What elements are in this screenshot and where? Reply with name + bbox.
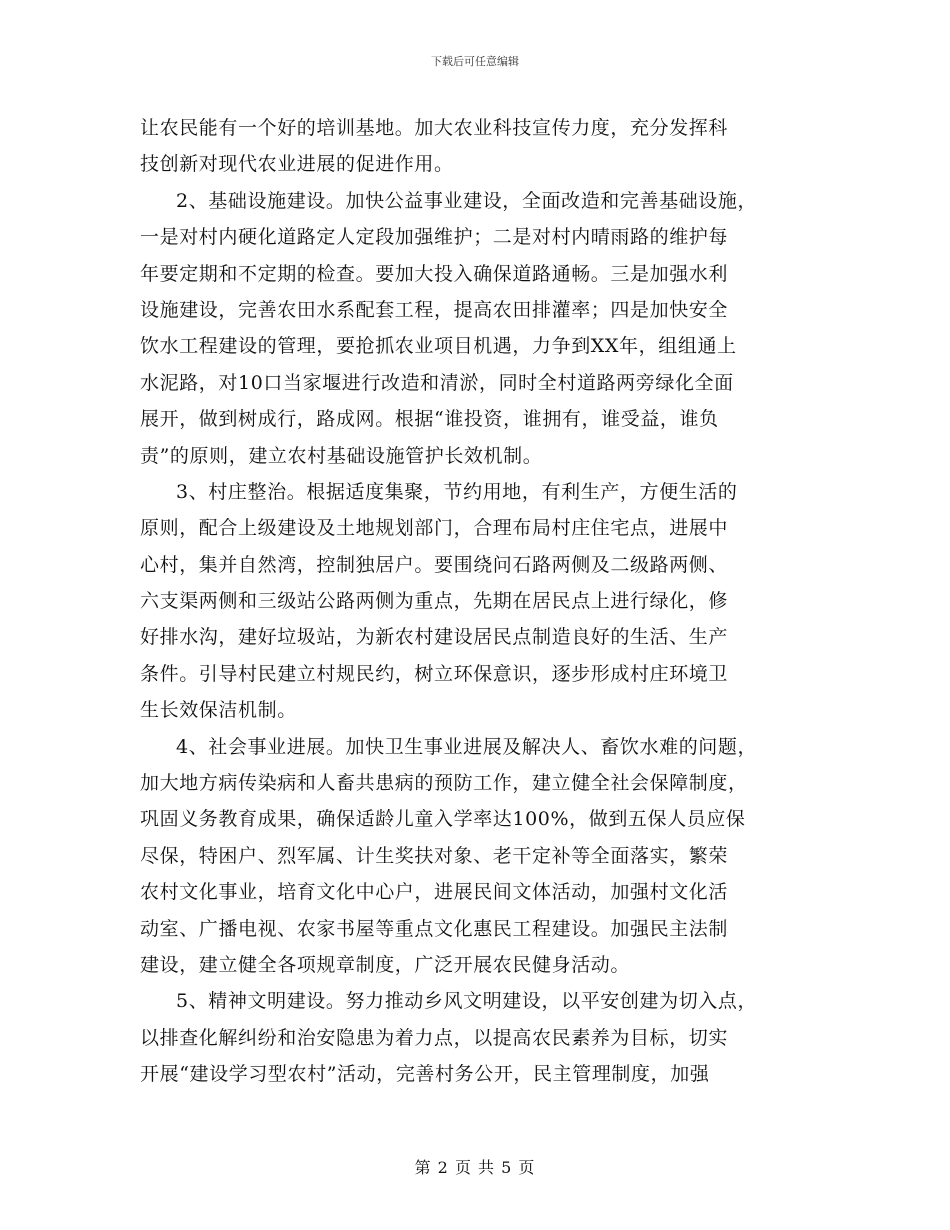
text-line: 一是对村内硬化道路定人定段加强维护；二是对村内晴雨路的维护每 bbox=[140, 226, 729, 249]
text-line: 以排查化解纠纷和治安隐患为着力点，以提高农民素养为目标，切实 bbox=[140, 1026, 729, 1049]
text-line: 原则，配合上级建设及土地规划部门，合理布局村庄住宅点，进展中 bbox=[140, 517, 729, 540]
text-line: 尽保，特困户、烈军属、计生奖扶对象、老干定补等全面落实，繁荣 bbox=[140, 844, 729, 867]
paragraph-first-line: 2、基础设施建设。加快公益事业建设，全面改造和完善基础设施， bbox=[176, 189, 758, 212]
text-line: 技创新对现代农业进展的促进作用。 bbox=[140, 153, 454, 176]
text-line: 责”的原则，建立农村基础设施管护长效机制。 bbox=[140, 444, 543, 467]
text-line: 水泥路，对10口当家堰进行改造和清淤，同时全村道路两旁绿化全面 bbox=[140, 371, 734, 394]
text-line: 生长效保洁机制。 bbox=[140, 699, 297, 722]
text-line: 建设，建立健全各项规章制度，广泛开展农民健身活动。 bbox=[140, 953, 631, 976]
text-line: 巩固义务教育成果，确保适龄儿童入学率达100%，做到五保人员应保 bbox=[140, 808, 746, 831]
page-header: 下载后可任意编辑 bbox=[431, 55, 519, 68]
text-line: 加大地方病传染病和人畜共患病的预防工作，建立健全社会保障制度， bbox=[140, 772, 748, 795]
paragraph-first-line: 5、精神文明建设。努力推动乡风文明建设，以平安创建为切入点， bbox=[176, 990, 758, 1013]
text-line: 展开，做到树成行，路成网。根据“谁投资，谁拥有，谁受益，谁负 bbox=[140, 408, 719, 431]
text-line: 好排水沟，建好垃圾站，为新农村建设居民点制造良好的生活、生产 bbox=[140, 626, 729, 649]
text-line: 年要定期和不定期的检查。要加大投入确保道路通畅。三是加强水利 bbox=[140, 262, 729, 285]
paragraph-first-line: 3、村庄整治。根据适度集聚，节约用地，有利生产，方便生活的 bbox=[176, 480, 738, 503]
text-line: 心村，集并自然湾，控制独居户。要围绕问石路两侧及二级路两侧、 bbox=[140, 553, 729, 576]
text-line: 饮水工程建设的管理，要抢抓农业项目机遇，力争到XX年，组组通上 bbox=[140, 335, 737, 358]
text-line: 设施建设，完善农田水系配套工程，提高农田排灌率；四是加快安全 bbox=[140, 298, 729, 321]
text-line: 让农民能有一个好的培训基地。加大农业科技宣传力度，充分发挥科 bbox=[140, 117, 729, 139]
text-line: 农村文化事业，培育文化中心户，进展民间文体活动，加强村文化活 bbox=[140, 881, 729, 904]
page-footer: 第 2 页 共 5 页 bbox=[414, 1158, 536, 1177]
text-line: 六支渠两侧和三级站公路两侧为重点，先期在居民点上进行绿化，修 bbox=[140, 590, 729, 613]
paragraph-first-line: 4、社会事业进展。加快卫生事业进展及解决人、畜饮水难的问题， bbox=[176, 735, 758, 758]
text-line: 动室、广播电视、农家书屋等重点文化惠民工程建设。加强民主法制 bbox=[140, 917, 729, 940]
body-text bbox=[140, 110, 830, 1093]
text-line: 条件。引导村民建立村规民约，树立环保意识，逐步形成村庄环境卫 bbox=[140, 662, 729, 685]
text-line: 开展“建设学习型农村”活动，完善村务公开，民主管理制度，加强 bbox=[140, 1063, 710, 1086]
